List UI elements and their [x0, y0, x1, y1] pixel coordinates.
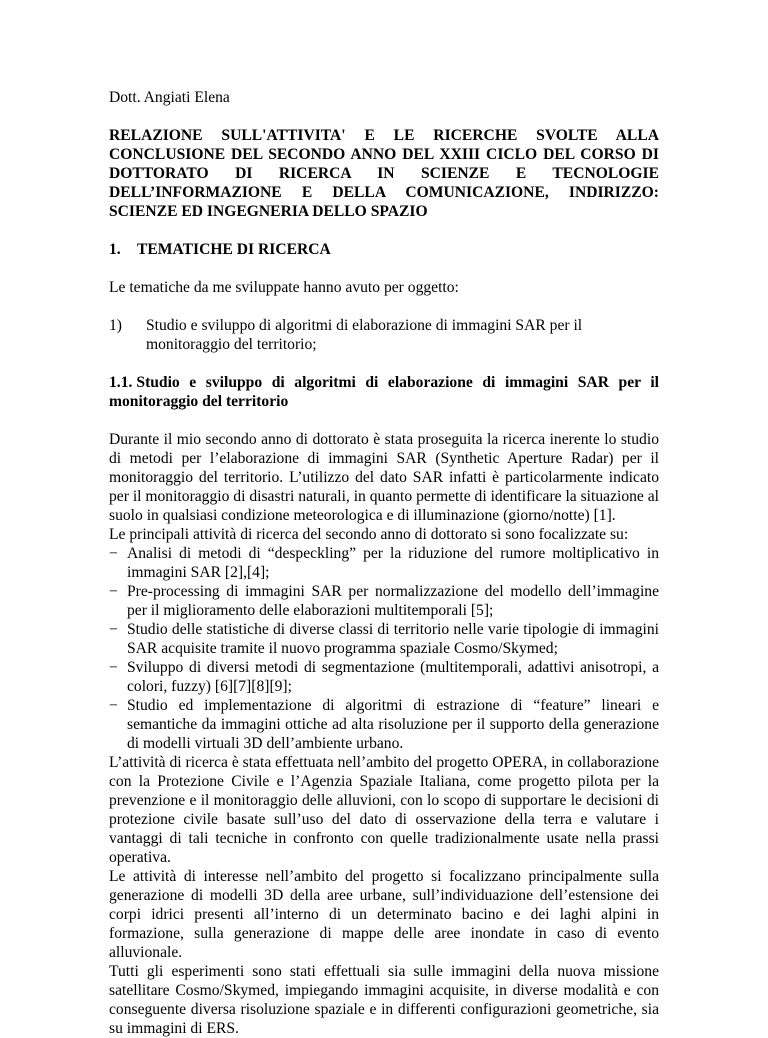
list-item-text: Studio e sviluppo di algoritmi di elaborazione di immagini SAR per il monitoraggio del territorio;: [146, 317, 583, 353]
list-item: [109, 620, 659, 658]
intro-text: Le tematiche da me sviluppate hanno avuto per oggetto:: [109, 279, 459, 296]
bullet-dash-icon: −: [109, 545, 118, 562]
bullet-dash-icon: −: [109, 697, 118, 714]
list-item: [109, 658, 659, 696]
list-item-number: 1): [109, 317, 122, 334]
paragraph: Le attività di interesse nell’ambito del progetto si focalizzano principalmente sulla generazione di modelli 3D della aree urbane, sull’individuazione dell’estensione dei corpi idrici presenti all’interno di un determinato bacino e dei laghi alpini in formazione, sulla generazione di mappe delle aree inondate in caso di evento alluvionale.: [109, 868, 659, 961]
list-item: [109, 316, 659, 354]
paragraph: Tutti gli esperimenti sono stati effettuali sia sulle immagini della nuova missione satellitare Cosmo/Skymed, impiegando immagini acquisite, in diverse modalità e con conseguente diversa risoluzione spaziale e in differenti configurazioni geometriche, sia su immagini di ERS.: [109, 963, 659, 1037]
list-item-text: Analisi di metodi di “despeckling” per la riduzione del rumore moltiplicativo in immagini SAR [2],[4];: [127, 545, 659, 581]
bullet-dash-icon: −: [109, 621, 118, 638]
list-item: [109, 582, 659, 620]
bullet-dash-icon: −: [109, 583, 118, 600]
topic-list: [109, 316, 659, 354]
list-item: [109, 544, 659, 582]
subsection-title: Studio e sviluppo di algoritmi di elaborazione di immagini SAR per il monitoraggio del territorio: [109, 374, 659, 410]
list-item: [109, 696, 659, 753]
section-title: TEMATICHE DI RICERCA: [137, 241, 331, 258]
author-name: Dott. Angiati Elena: [109, 89, 230, 106]
paragraph: Le principali attività di ricerca del secondo anno di dottorato si sono focalizzate su:: [109, 526, 629, 543]
page-content: [109, 88, 659, 1038]
paragraph: Durante il mio secondo anno di dottorato è stata proseguita la ricerca inerente lo studio di metodi per l’elaborazione di immagini SAR (Synthetic Aperture Radar) per il monitoraggio del territorio. L’utilizzo del dato SAR infatti è particolarmente indicato per il monitoraggio di disastri naturali, in quanto permette di identificare la situazione al suolo in qualsiasi condizione meteorologica e di illuminazione (giorno/notte) [1].: [109, 431, 659, 524]
subsection-heading: [109, 373, 659, 411]
section-number: 1.: [109, 241, 121, 258]
report-title: RELAZIONE SULL'ATTIVITA' E LE RICERCHE SVOLTE ALLA CONCLUSIONE DEL SECONDO ANNO DEL XXIII CICLO DEL CORSO DI DOTTORATO DI RICERCA IN SCIENZE E TECNOLOGIE DELL’INFORMAZIONE E DELLA COMUNICAZIONE, INDIRIZZO: SCIENZE ED INGEGNERIA DELLO SPAZIO: [109, 127, 659, 220]
bullet-dash-icon: −: [109, 659, 118, 676]
bullet-list: [109, 544, 659, 753]
section-heading: [109, 240, 659, 259]
list-item-text: Sviluppo di diversi metodi di segmentazione (multitemporali, adattivi anisotropi, a colori, fuzzy) [6][7][8][9];: [127, 659, 659, 695]
list-item-text: Studio ed implementazione di algoritmi di estrazione di “feature” lineari e semantiche da immagini ottiche ad alta risoluzione per il supporto della generazione di modelli virtuali 3D dell’ambiente urbano.: [127, 697, 659, 752]
list-item-text: Pre-processing di immagini SAR per normalizzazione del modello dell’immagine per il miglioramento delle elaborazioni multitemporali [5];: [127, 583, 659, 619]
subsection-number: 1.1.: [109, 374, 133, 391]
list-item-text: Studio delle statistiche di diverse classi di territorio nelle varie tipologie di immagini SAR acquisite tramite il nuovo programma spaziale Cosmo/Skymed;: [127, 621, 659, 657]
paragraph: L’attività di ricerca è stata effettuata nell’ambito del progetto OPERA, in collaborazione con la Protezione Civile e l’Agenzia Spaziale Italiana, come progetto pilota per la prevenzione e il monitoraggio delle alluvioni, con lo scopo di supportare le decisioni di protezione civile basate sull’uso del dato di osservazione della terra e valutare i vantaggi di tali tecniche in confronto con quelle tradizionalmente usate nella prassi operativa.: [109, 754, 659, 866]
